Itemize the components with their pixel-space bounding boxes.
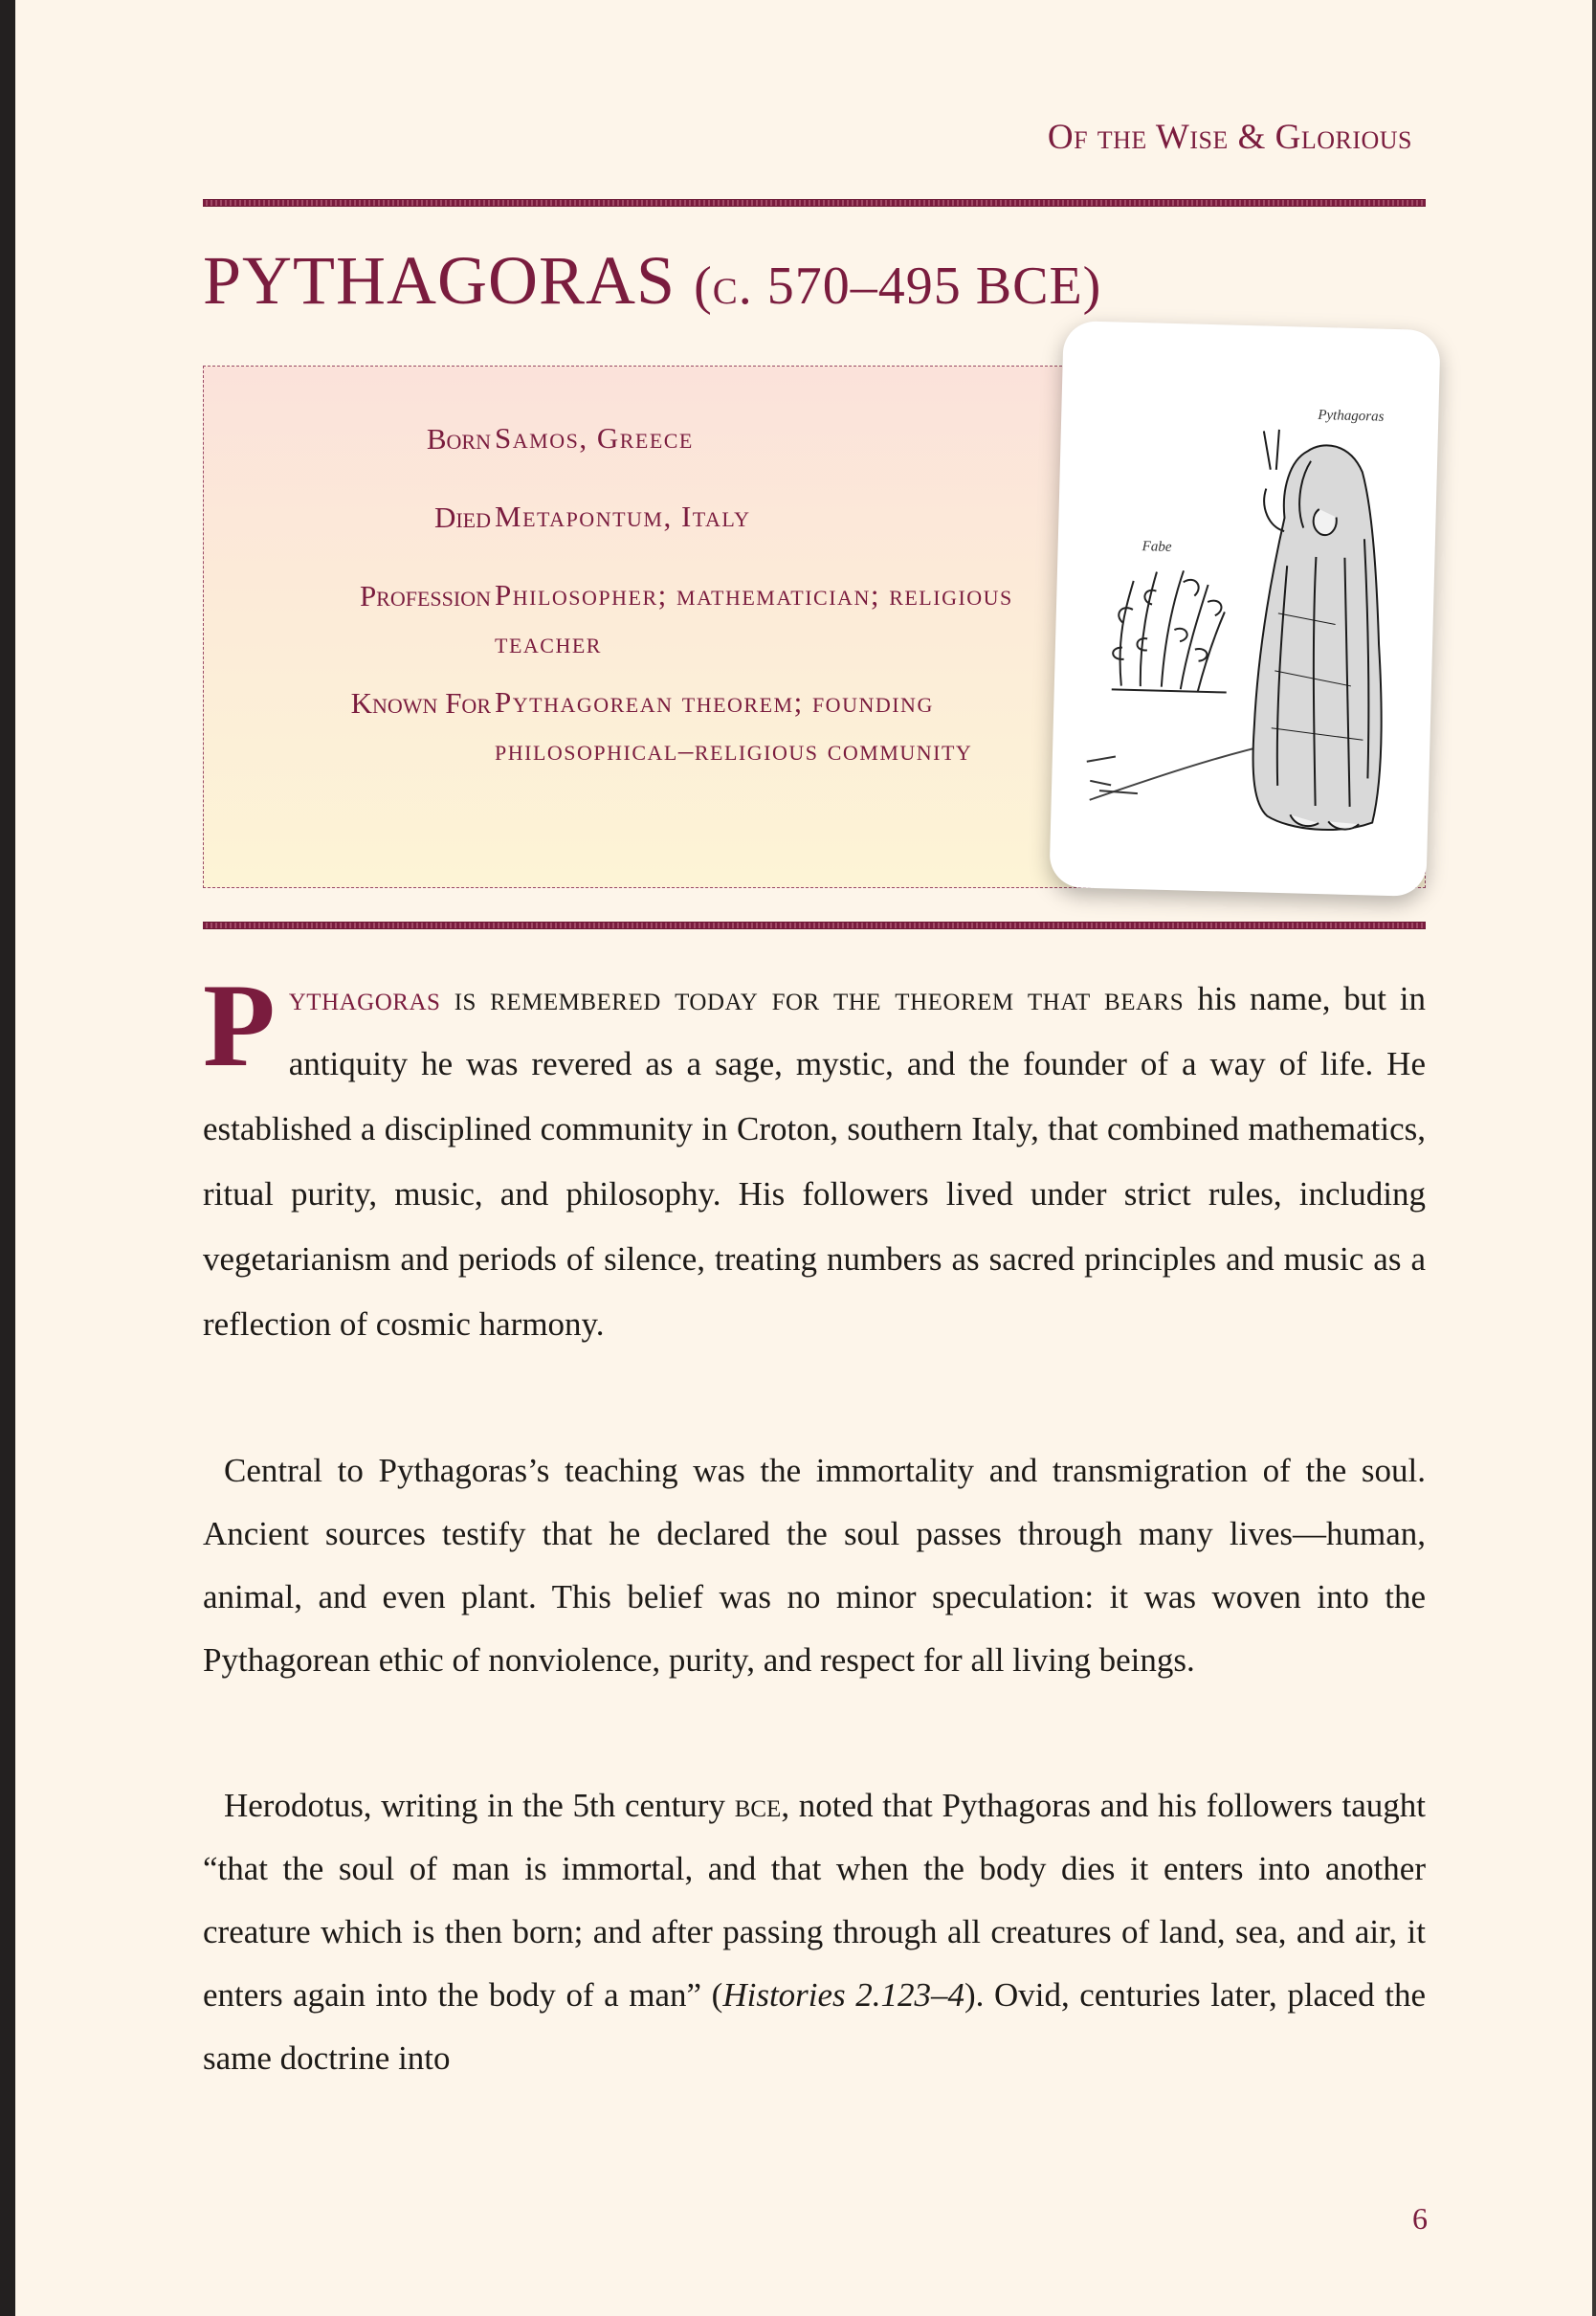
died-value: Metapontum, Italy bbox=[495, 500, 751, 533]
died-label: Died bbox=[433, 501, 491, 534]
known-for-label: Known For bbox=[350, 686, 491, 720]
paragraph-3-text-c: ). Ovid, centuries later, placed the same doctrine into bbox=[203, 1976, 1426, 2077]
portrait-caption-figure: Pythagoras bbox=[1318, 407, 1385, 425]
lead-in bbox=[289, 980, 1198, 1017]
lead-in-accent: ythagoras bbox=[288, 980, 441, 1017]
drop-cap: P bbox=[203, 960, 276, 1091]
page-number: 6 bbox=[1412, 2201, 1428, 2236]
page-edge-left bbox=[0, 0, 15, 2316]
bean-plants bbox=[1112, 568, 1230, 692]
page-title bbox=[203, 241, 1101, 321]
running-header: Of the Wise & Glorious bbox=[1047, 118, 1412, 157]
lead-in-rest: is remembered today for the theorem that bears bbox=[440, 980, 1185, 1017]
robed-figure bbox=[1252, 429, 1389, 831]
known-for-value: Pythagorean theorem; founding philosophical–religious community bbox=[495, 685, 973, 767]
pythagoras-woodcut-illustration bbox=[1049, 321, 1440, 897]
portrait-card bbox=[1049, 321, 1440, 897]
title-dates: (c. 570–495 BCE) bbox=[694, 256, 1102, 316]
paragraph-3-text-a: Herodotus, writing in the 5th century bbox=[224, 1787, 735, 1824]
profession-label: Profession bbox=[359, 579, 491, 612]
title-name: PYTHAGORAS bbox=[203, 242, 676, 319]
ornamental-rule-top bbox=[203, 199, 1426, 207]
paragraph-1-text: his name, but in antiquity he was revered as a sage, mystic, and the founder of a way of life. He established a disciplined community in Croton, southern Italy, that combined mathematics, ritual purity, music, and philosophy. His followers lived under strict rules, including vegetarianism and periods of silence, treating numbers as sacred principles and music as a reflection of cosmic harmony. bbox=[203, 980, 1427, 1343]
paragraph-1 bbox=[203, 960, 1427, 1357]
portrait-caption-plant: Fabe bbox=[1142, 539, 1172, 555]
paragraph-3 bbox=[203, 1774, 1426, 2090]
paragraph-3-era: bce bbox=[734, 1787, 782, 1824]
page-edge-right bbox=[1592, 0, 1596, 2316]
paragraph-2: Central to Pythagoras’s teaching was the immortality and transmigration of the soul. Ancient sources testify that he declared the soul passes through many lives—human, animal, and even plant. This belief was no minor speculation: it was woven into the Pythagorean ethic of nonviolence, purity, and respect for all living beings. bbox=[203, 1452, 1426, 1679]
profession-value: Philosopher; mathematician; religious teacher bbox=[495, 578, 1013, 659]
paragraph-3-text-b: , noted that Pythagoras and his followers taught “that the soul of man is immortal, and that when the body dies it enters into another creature which is then born; and after passing through all creatures of land, sea, and air, it enters again into the body of a man” ( bbox=[203, 1787, 1426, 2014]
born-label: Born bbox=[426, 422, 491, 456]
paragraph-3-citation: Histories 2.123–4 bbox=[722, 1976, 964, 2014]
born-value: Samos, Greece bbox=[495, 421, 694, 455]
ornamental-rule-bottom bbox=[203, 922, 1426, 929]
